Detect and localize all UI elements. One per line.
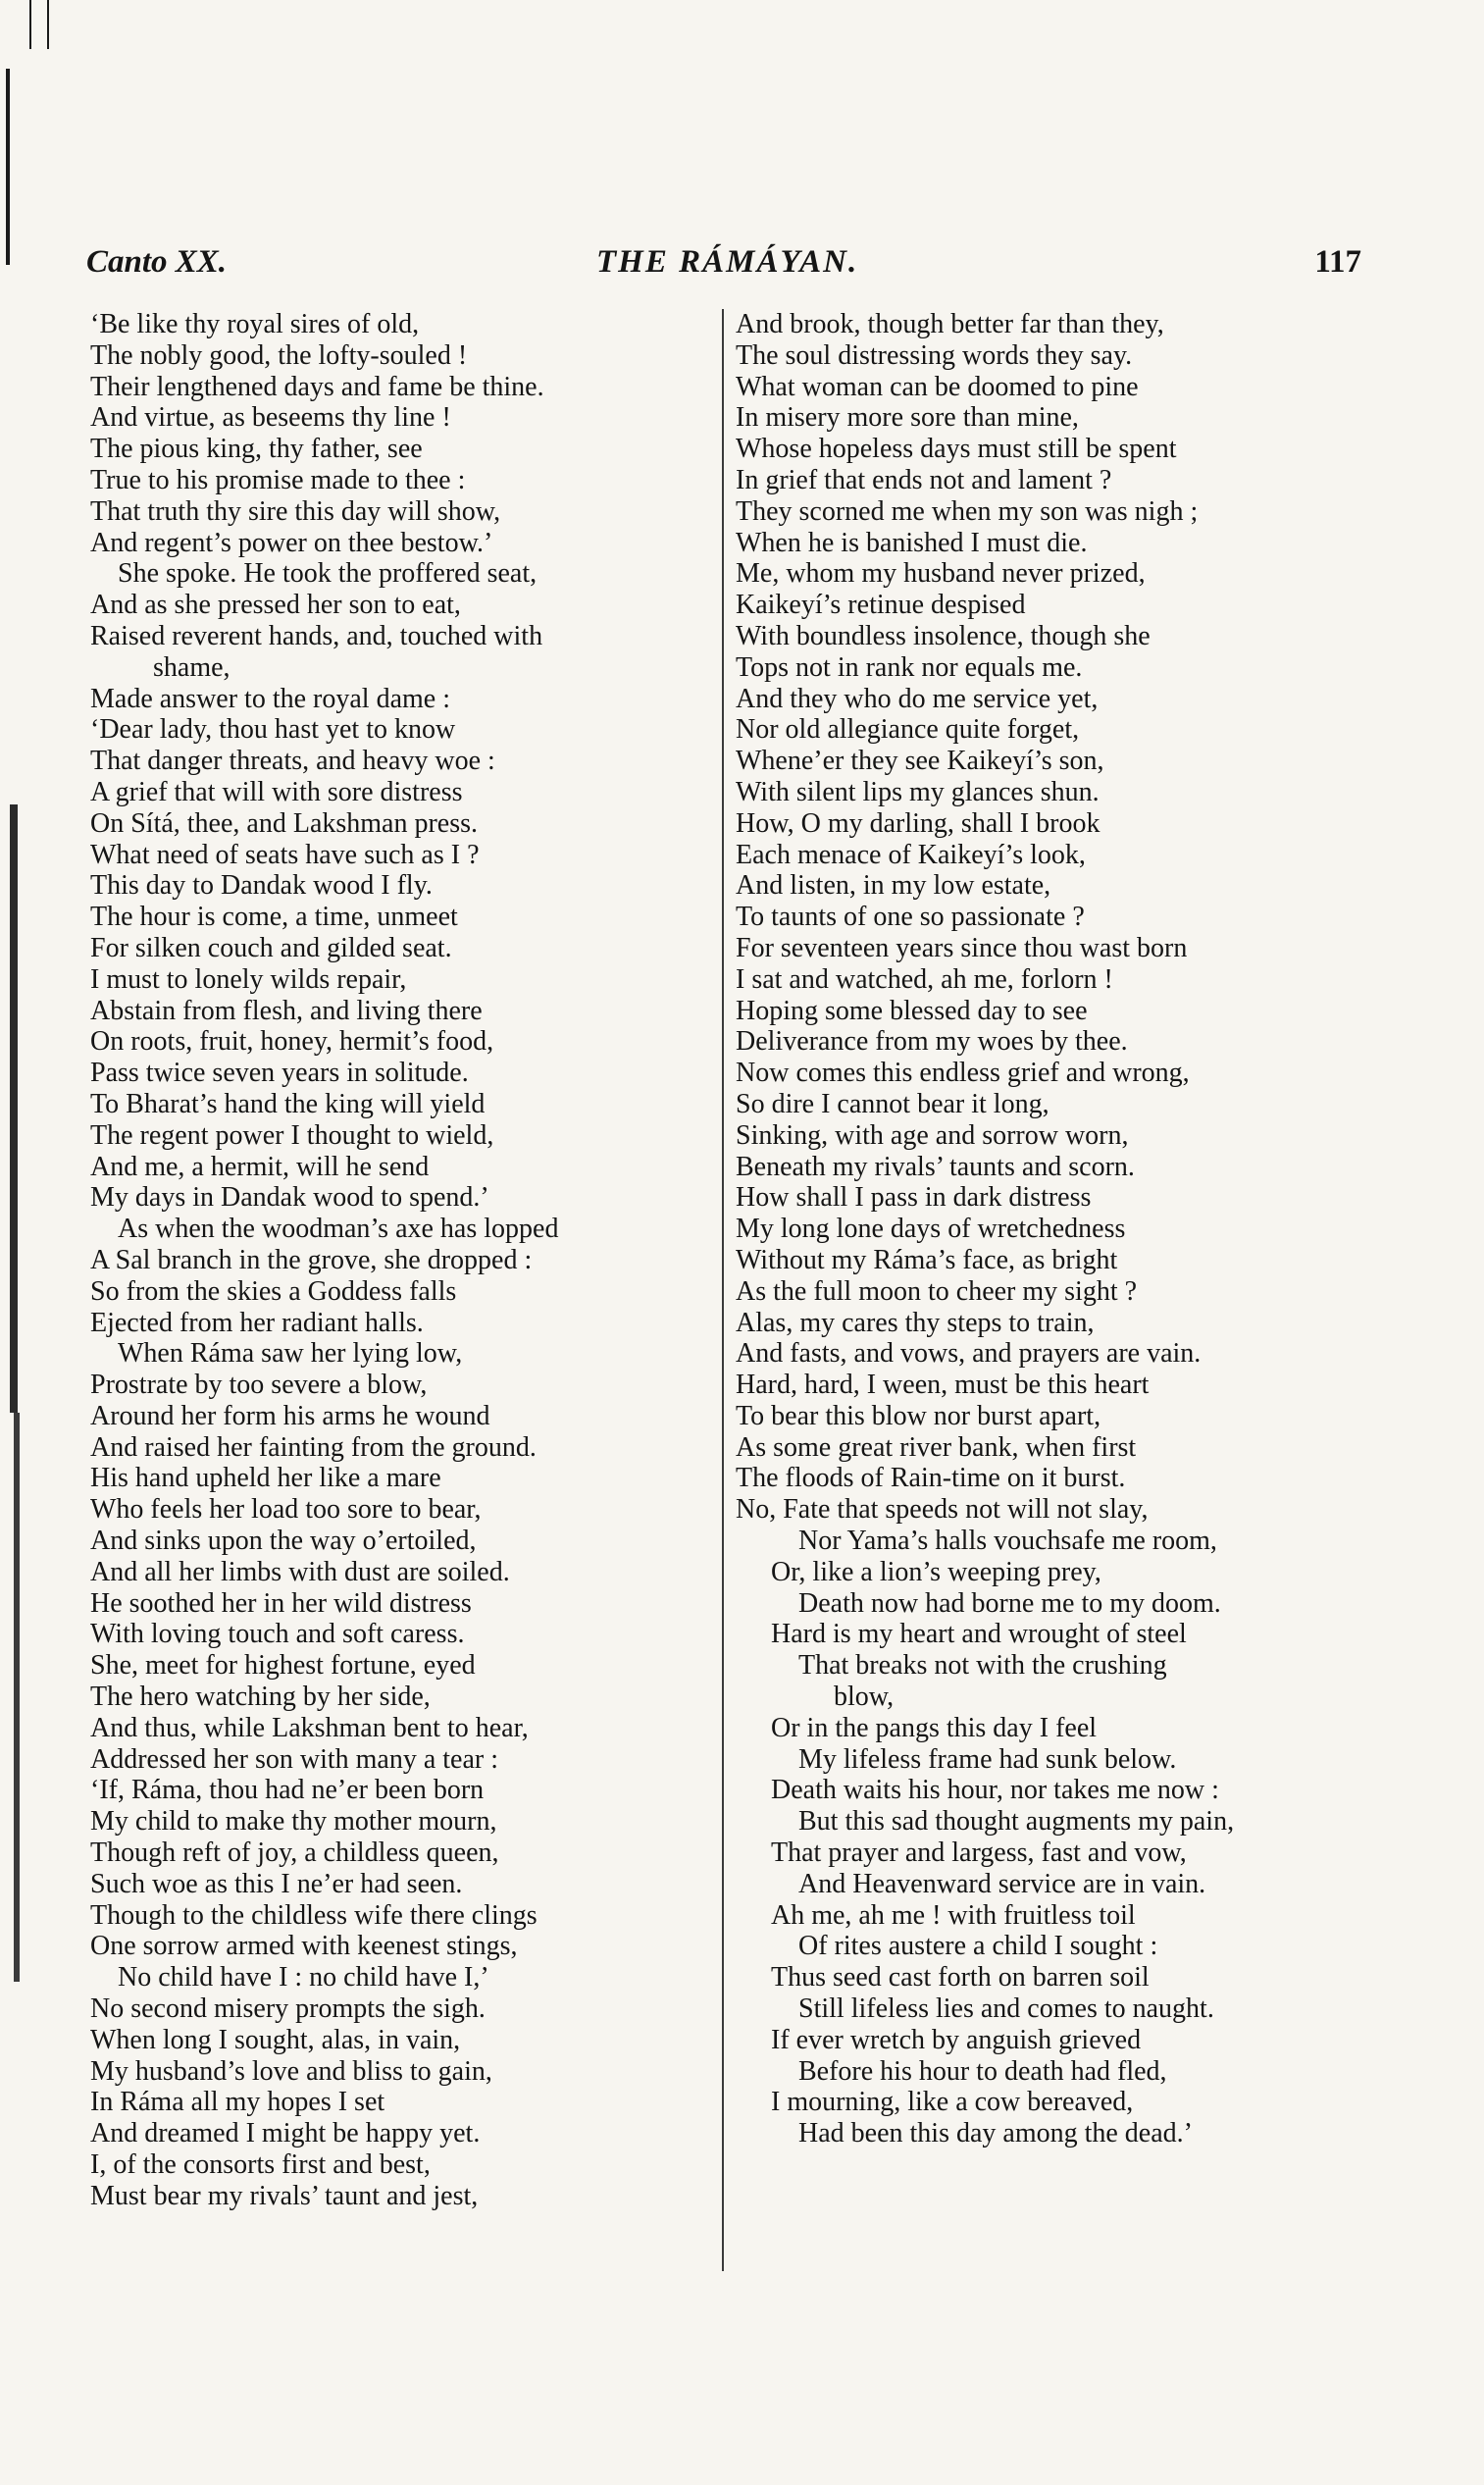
verse-line: My days in Dandak wood to spend.’ <box>90 1182 489 1214</box>
verse-line: And sinks upon the way o’ertoiled, <box>90 1526 477 1557</box>
verse-line: I must to lonely wilds repair, <box>90 963 407 995</box>
scan-edge-mark-top <box>47 0 49 49</box>
scan-edge-mark-top <box>29 0 31 49</box>
verse-line: And they who do me service yet, <box>736 683 1099 714</box>
verse-line: The floods of Rain-time on it burst. <box>736 1463 1126 1494</box>
verse-line: shame, <box>153 651 230 683</box>
scan-edge-mark-left <box>6 69 10 265</box>
verse-line: When long I sought, alas, in vain, <box>90 2024 461 2055</box>
verse-line: They scorned me when my son was nigh ; <box>736 495 1199 527</box>
scan-edge-mark-binding <box>14 1413 20 1982</box>
verse-line: So from the skies a Goddess falls <box>90 1275 457 1307</box>
verse-line: This day to Dandak wood I fly. <box>90 870 433 902</box>
verse-line: In Ráma all my hopes I set <box>90 2087 385 2118</box>
verse-line: Deliverance from my woes by thee. <box>736 1026 1128 1058</box>
verse-line: She, meet for highest fortune, eyed <box>90 1650 476 1682</box>
verse-line: A grief that will with sore distress <box>90 776 463 807</box>
verse-line: Ejected from her radiant halls. <box>90 1307 424 1338</box>
verse-line: Nor Yama’s halls vouchsafe me room, <box>798 1526 1217 1557</box>
verse-line: That danger threats, and heavy woe : <box>90 746 495 777</box>
verse-line: She spoke. He took the proffered seat, <box>118 558 537 590</box>
verse-line: Around her form his arms he wound <box>90 1400 490 1431</box>
verse-line: Their lengthened days and fame be thine. <box>90 371 544 402</box>
verse-line: And thus, while Lakshman bent to hear, <box>90 1712 529 1743</box>
verse-line: Must bear my rivals’ taunt and jest, <box>90 2180 479 2211</box>
verse-line: ‘Be like thy royal sires of old, <box>90 309 420 339</box>
verse-line: And fasts, and vows, and prayers are vain. <box>736 1338 1202 1370</box>
running-head-canto: Canto XX. <box>86 244 228 280</box>
verse-line: Whose hopeless days must still be spent <box>736 434 1177 465</box>
verse-line: A Sal branch in the grove, she dropped : <box>90 1244 533 1275</box>
verse-line: Though reft of joy, a childless queen, <box>90 1838 499 1869</box>
verse-line: Death now had borne me to my doom. <box>798 1587 1221 1619</box>
verse-line: blow, <box>834 1682 895 1713</box>
verse-line: Kaikeyí’s retinue despised <box>736 590 1026 621</box>
verse-line: No second misery prompts the sigh. <box>90 1993 486 2025</box>
verse-line: When Ráma saw her lying low, <box>118 1338 463 1370</box>
verse-line: ‘If, Ráma, thou had ne’er been born <box>90 1775 485 1806</box>
verse-line: And dreamed I might be happy yet. <box>90 2118 481 2149</box>
verse-line: And as she pressed her son to eat, <box>90 590 461 621</box>
verse-line: Prostrate by too severe a blow, <box>90 1370 428 1401</box>
verse-line: Raised reverent hands, and, touched with <box>90 620 543 651</box>
verse-line: To taunts of one so passionate ? <box>736 902 1085 933</box>
verse-line: The regent power I thought to wield, <box>90 1119 494 1151</box>
verse-line: When he is banished I must die. <box>736 527 1088 558</box>
verse-line: Of rites austere a child I sought : <box>798 1931 1158 1962</box>
column-divider <box>722 309 724 2271</box>
verse-line: And listen, in my low estate, <box>736 870 1051 902</box>
verse-line: Death waits his hour, nor takes me now : <box>771 1775 1219 1806</box>
verse-line: How shall I pass in dark distress <box>736 1182 1092 1214</box>
verse-line: Hoping some blessed day to see <box>736 995 1088 1026</box>
verse-line: To bear this blow nor burst apart, <box>736 1400 1101 1431</box>
verse-line: For silken couch and gilded seat. <box>90 932 452 963</box>
verse-line: That prayer and largess, fast and vow, <box>771 1838 1187 1869</box>
verse-line: The soul distressing words they say. <box>736 339 1133 371</box>
verse-line: I, of the consorts first and best, <box>90 2149 431 2181</box>
verse-line: In misery more sore than mine, <box>736 402 1079 434</box>
verse-line: My long lone days of wretchedness <box>736 1214 1126 1245</box>
verse-line: And raised her fainting from the ground. <box>90 1431 537 1463</box>
verse-line: Whene’er they see Kaikeyí’s son, <box>736 746 1104 777</box>
verse-line: Beneath my rivals’ taunts and scorn. <box>736 1151 1135 1182</box>
verse-line: The hour is come, a time, unmeet <box>90 902 458 933</box>
verse-line: True to his promise made to thee : <box>90 464 466 495</box>
verse-line: His hand upheld her like a mare <box>90 1463 441 1494</box>
verse-line: So dire I cannot bear it long, <box>736 1088 1049 1119</box>
verse-line: One sorrow armed with keenest stings, <box>90 1931 518 1962</box>
verse-line: As some great river bank, when first <box>736 1431 1137 1463</box>
verse-line: Each menace of Kaikeyí’s look, <box>736 839 1086 870</box>
verse-line: For seventeen years since thou wast born <box>736 932 1188 963</box>
verse-line: The pious king, thy father, see <box>90 434 423 465</box>
verse-line: And all her limbs with dust are soiled. <box>90 1556 510 1587</box>
verse-line: As when the woodman’s axe has lopped <box>118 1214 559 1245</box>
verse-line: In grief that ends not and lament ? <box>736 464 1112 495</box>
verse-line: I sat and watched, ah me, forlorn ! <box>736 963 1113 995</box>
running-head-title: THE RÁMÁYAN. <box>596 244 859 280</box>
verse-line: ‘Dear lady, thou hast yet to know <box>90 714 456 746</box>
verse-line: But this sad thought augments my pain, <box>798 1806 1235 1838</box>
verse-line: Sinking, with age and sorrow worn, <box>736 1119 1129 1151</box>
verse-line: That truth thy sire this day will show, <box>90 495 501 527</box>
page-number: 117 <box>1314 244 1361 280</box>
verse-line: If ever wretch by anguish grieved <box>771 2024 1142 2055</box>
verse-line: Hard is my heart and wrought of steel <box>771 1619 1187 1650</box>
verse-line: No child have I : no child have I,’ <box>118 1962 489 1993</box>
left-text-column <box>90 309 718 2212</box>
verse-line: On roots, fruit, honey, hermit’s food, <box>90 1026 494 1058</box>
verse-line: With loving touch and soft caress. <box>90 1619 465 1650</box>
verse-line: And Heavenward service are in vain. <box>798 1868 1206 1899</box>
verse-line: With boundless insolence, though she <box>736 620 1151 651</box>
verse-line: What woman can be doomed to pine <box>736 371 1139 402</box>
verse-line: Or, like a lion’s weeping prey, <box>771 1556 1101 1587</box>
verse-line: Tops not in rank nor equals me. <box>736 651 1083 683</box>
verse-line: What need of seats have such as I ? <box>90 839 480 870</box>
verse-line: Abstain from flesh, and living there <box>90 995 483 1026</box>
verse-line: Hard, hard, I ween, must be this heart <box>736 1370 1150 1401</box>
verse-line: Such woe as this I ne’er had seen. <box>90 1868 463 1899</box>
verse-line: Thus seed cast forth on barren soil <box>771 1962 1150 1993</box>
verse-line: Ah me, ah me ! with fruitless toil <box>771 1899 1136 1931</box>
verse-line: No, Fate that speeds not will not slay, <box>736 1494 1149 1526</box>
verse-line: Still lifeless lies and comes to naught. <box>798 1993 1214 2025</box>
verse-line: My child to make thy mother mourn, <box>90 1806 497 1838</box>
verse-line: Made answer to the royal dame : <box>90 683 450 714</box>
verse-line: To Bharat’s hand the king will yield <box>90 1088 486 1119</box>
verse-line: And virtue, as beseems thy line ! <box>90 402 451 434</box>
verse-line: Nor old allegiance quite forget, <box>736 714 1080 746</box>
verse-line: The hero watching by her side, <box>90 1682 431 1713</box>
verse-line: With silent lips my glances shun. <box>736 776 1100 807</box>
verse-line: That breaks not with the crushing <box>798 1650 1167 1682</box>
verse-line: I mourning, like a cow bereaved, <box>771 2087 1134 2118</box>
verse-line: My husband’s love and bliss to gain, <box>90 2055 492 2087</box>
verse-line: Pass twice seven years in solitude. <box>90 1058 469 1089</box>
verse-line: Now comes this endless grief and wrong, <box>736 1058 1190 1089</box>
verse-line: The nobly good, the lofty-souled ! <box>90 339 468 371</box>
verse-line: How, O my darling, shall I brook <box>736 807 1100 839</box>
verse-line: Addressed her son with many a tear : <box>90 1743 498 1775</box>
right-text-column <box>736 309 1349 2149</box>
verse-line: Though to the childless wife there clings <box>90 1899 537 1931</box>
verse-line: And brook, though better far than they, <box>736 309 1164 339</box>
verse-line: Had been this day among the dead.’ <box>798 2118 1193 2149</box>
verse-line: And regent’s power on thee bestow.’ <box>90 527 493 558</box>
verse-line: On Sítá, thee, and Lakshman press. <box>90 807 479 839</box>
verse-line: As the full moon to cheer my sight ? <box>736 1275 1138 1307</box>
verse-line: Or in the pangs this day I feel <box>771 1712 1098 1743</box>
page-header <box>86 237 1361 286</box>
verse-line: Who feels her load too sore to bear, <box>90 1494 482 1526</box>
verse-line: My lifeless frame had sunk below. <box>798 1743 1177 1775</box>
verse-line: Alas, my cares thy steps to train, <box>736 1307 1095 1338</box>
verse-line: Me, whom my husband never prized, <box>736 558 1146 590</box>
verse-line: And me, a hermit, will he send <box>90 1151 430 1182</box>
verse-line: Without my Ráma’s face, as bright <box>736 1244 1118 1275</box>
verse-line: He soothed her in her wild distress <box>90 1587 472 1619</box>
scan-edge-mark-binding <box>10 804 18 1413</box>
verse-line: Before his hour to death had fled, <box>798 2055 1167 2087</box>
